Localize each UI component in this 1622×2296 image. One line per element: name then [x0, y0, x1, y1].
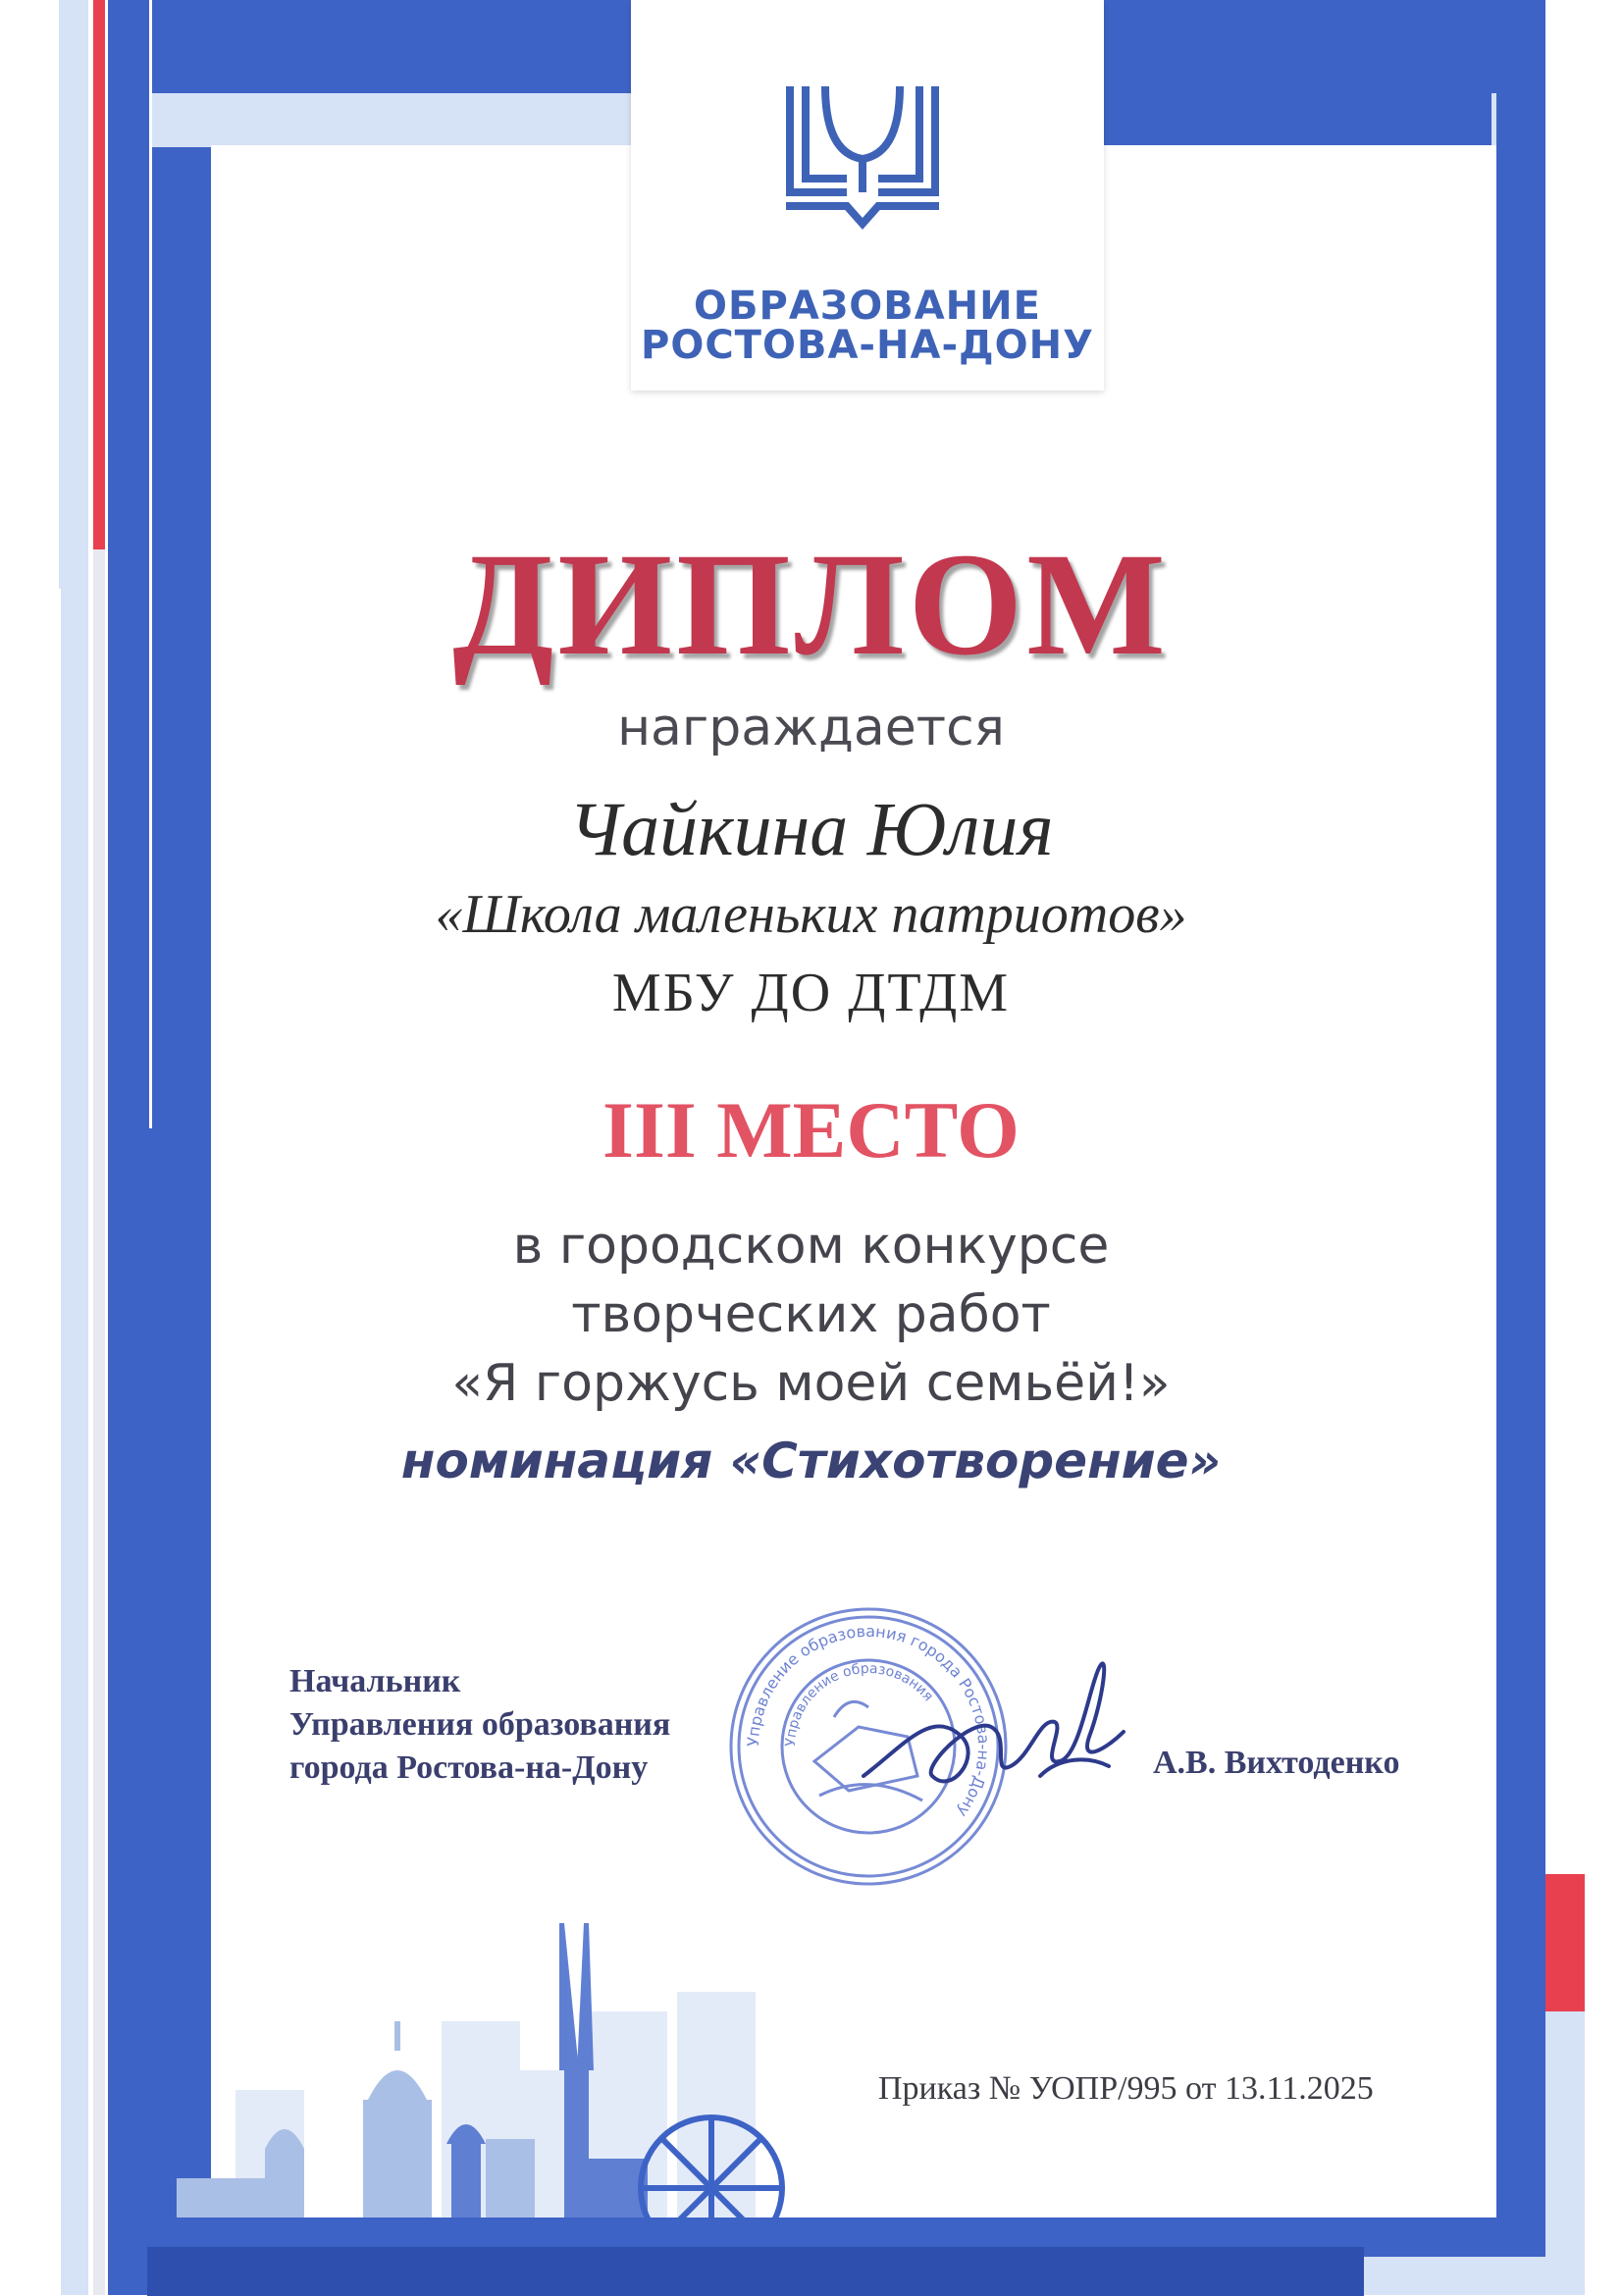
signer-position-line-1: Начальник	[289, 1663, 461, 1699]
order-reference: Приказ № УОПР/995 от 13.11.2025	[878, 2070, 1374, 2107]
awarded-text: награждается	[617, 699, 1005, 757]
certificate-title: ДИПЛОМ	[452, 523, 1170, 686]
logo-line-1: ОБРАЗОВАНИЕ	[694, 284, 1041, 329]
recipient-name: Чайкина Юлия	[568, 786, 1054, 871]
stamp-outer-text: Управление образования города Ростова-на-Дону	[743, 1621, 994, 1821]
certificate-sheet	[211, 145, 1496, 2216]
contest-line-2: творческих работ	[571, 1285, 1051, 1344]
logo-card	[631, 0, 1104, 391]
contest-line-1: в городском конкурсе	[512, 1217, 1110, 1276]
signer-position-line-2: Управления образования	[289, 1706, 671, 1743]
book-emblem-icon	[776, 77, 949, 235]
stamp-inner-text: Управление образования	[782, 1660, 936, 1748]
organization-name: МБУ ДО ДТДМ	[611, 963, 1011, 1023]
nomination-text: номинация «Стихотворение»	[400, 1433, 1222, 1489]
school-name: «Школа маленьких патриотов»	[435, 884, 1187, 945]
signer-position-line-3: города Ростова-на-Дону	[289, 1749, 649, 1786]
signer-position	[289, 1660, 670, 1790]
signer-name: А.В. Вихтоденко	[1153, 1745, 1400, 1781]
handwritten-signature	[844, 1629, 1138, 1835]
contest-line-3: «Я горжусь моей семьёй!»	[451, 1354, 1171, 1413]
place-text: III МЕСТО	[602, 1085, 1020, 1174]
logo-line-2: РОСТОВА-НА-ДОНУ	[641, 323, 1094, 368]
city-skyline-illustration	[147, 1923, 1364, 2296]
